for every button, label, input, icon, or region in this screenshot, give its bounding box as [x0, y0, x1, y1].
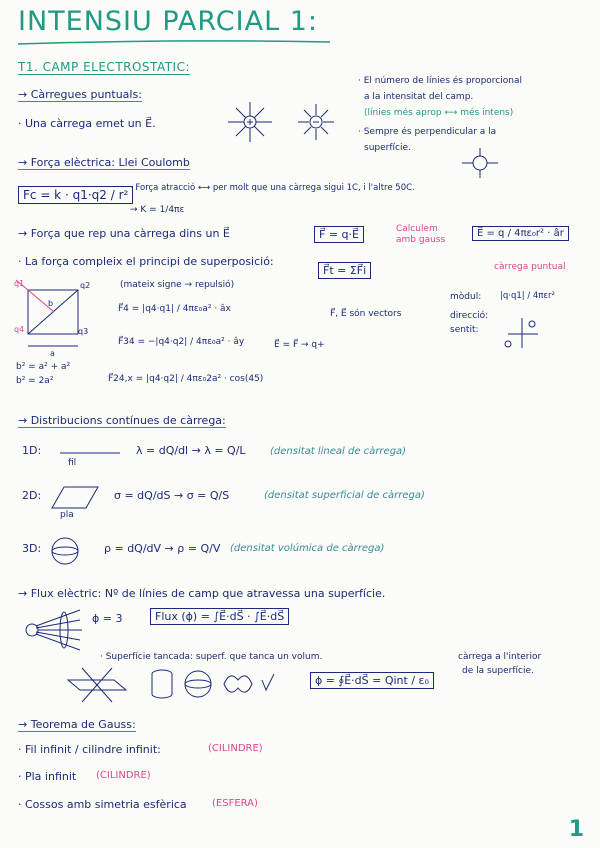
text-line: (línies més aprop ⟷ més intens): [364, 108, 514, 118]
text-line: b² = 2a²: [16, 376, 54, 386]
text-line: · Sempre és perpendicular a la: [358, 127, 497, 137]
field-formula: E⃗ = q / 4πε₀r² · âr: [472, 226, 569, 241]
text-line: a la intensitat del camp.: [364, 92, 474, 102]
text-line: 2D:: [22, 489, 42, 502]
perpendicular-sketch: [460, 148, 500, 178]
text-line: · La força compleix el principi de superposició:: [18, 255, 274, 268]
density-formula: ρ = dQ/dV → ρ = Q/V: [104, 542, 221, 555]
text-line: ϕ = 3: [92, 612, 123, 625]
text-line: amb gauss: [396, 235, 446, 245]
subheading-gauss: → Teorema de Gauss:: [18, 718, 136, 731]
svg-text:q1: q1: [14, 279, 25, 288]
text-line: · Pla infinit: [18, 770, 77, 783]
density-formula: λ = dQ/dl → λ = Q/L: [136, 444, 246, 457]
field-lines-diagram: [222, 98, 352, 148]
text-line: càrrega puntual: [494, 262, 566, 272]
text-line: (ESFERA): [212, 798, 258, 809]
text-line: de la superfície.: [462, 666, 534, 676]
k-constant: → K = 1/4πε: [130, 205, 185, 215]
sphere-icon: [50, 536, 80, 566]
text-line: E⃗ = F⃗ → q+: [274, 340, 325, 350]
text-line: · Força atracció ⟷ per molt que una càrrega sigui 1C, i l'altre 50C.: [130, 183, 415, 193]
text-line: (densitat volúmica de càrrega): [230, 543, 385, 554]
text-line: |q·q1| / 4πεr²: [500, 291, 555, 301]
svg-text:a: a: [50, 349, 55, 358]
gauss-formula: ϕ = ∮E⃗·dS⃗ = Qint / ε₀: [310, 672, 434, 689]
density-formula: σ = dQ/dS → σ = Q/S: [114, 489, 230, 502]
text-line: pla: [60, 510, 74, 520]
force-field-formula: F⃗ = q·E⃗: [314, 226, 364, 243]
force-equation: F⃗34 = −|q4·q2| / 4πε₀a² · ây: [118, 337, 245, 347]
text-line: 3D:: [22, 542, 42, 555]
square-charges-diagram: [14, 280, 104, 360]
flux-diagram: [24, 604, 84, 654]
text-line: (mateix signe → repulsió): [120, 280, 235, 290]
text-line: càrrega a l'interior: [458, 652, 542, 662]
page-title: INTENSIU PARCIAL 1:: [18, 6, 318, 37]
text-line: F⃗, E⃗ són vectors: [330, 309, 402, 319]
force-equation: F⃗4 = |q4·q1| / 4πε₀a² · âx: [118, 304, 231, 314]
text-line: sentit:: [450, 325, 479, 335]
text-line: Calculem: [396, 224, 438, 234]
superposition-formula: F⃗t = ΣF⃗i: [318, 262, 371, 279]
text-line: · Cossos amb simetria esfèrica: [18, 798, 187, 811]
subheading-forca: → Força elèctrica: Llei Coulomb: [18, 156, 190, 169]
subheading-distribucions: → Distribucions contínues de càrrega:: [18, 414, 226, 427]
svg-text:b: b: [48, 299, 54, 308]
subheading-cargues: → Càrregues puntuals:: [18, 88, 142, 101]
closed-surfaces-sketch: [66, 666, 306, 706]
svg-text:q4: q4: [14, 325, 25, 334]
subheading-rep: → Força que rep una càrrega dins un E⃗: [18, 227, 230, 240]
text-line: · Una càrrega emet un E⃗.: [18, 117, 156, 130]
wire-icon: [60, 450, 120, 456]
plane-icon: [50, 486, 100, 510]
coulomb-formula: Fc = k · q1·q2 / r²: [18, 186, 133, 204]
page-number: 1: [568, 817, 584, 842]
subheading-flux: → Flux elèctric: Nº de línies de camp que atravessa una superfície.: [18, 587, 386, 600]
section-heading: T1. CAMP ELECTROSTATIC:: [18, 60, 191, 74]
text-line: · Superfície tancada: superf. que tanca un volum.: [100, 652, 323, 662]
text-line: (CILINDRE): [96, 770, 151, 781]
text-line: · Fil infinit / cilindre infinit:: [18, 743, 161, 756]
text-line: superfície.: [364, 143, 411, 153]
text-line: 1D:: [22, 444, 42, 457]
text-line: (CILINDRE): [208, 743, 263, 754]
flux-formula: Flux (ϕ) = ∫E⃗·dS⃗ · ∫E⃗·dS⃗: [150, 608, 289, 625]
svg-text:q2: q2: [80, 281, 91, 290]
direction-sketch: [502, 316, 542, 350]
text-line: (densitat lineal de càrrega): [270, 446, 407, 457]
text-line: · El número de línies és proporcional: [358, 76, 522, 86]
text-line: fil: [68, 458, 77, 468]
text-line: (densitat superficial de càrrega): [264, 490, 425, 501]
text-line: mòdul:: [450, 292, 482, 302]
force-equation: F⃗24,x = |q4·q2| / 4πε₀2a² · cos(45): [108, 374, 264, 384]
svg-text:q3: q3: [78, 327, 89, 336]
text-line: direcció:: [450, 311, 489, 321]
text-line: b² = a² + a²: [16, 362, 71, 372]
